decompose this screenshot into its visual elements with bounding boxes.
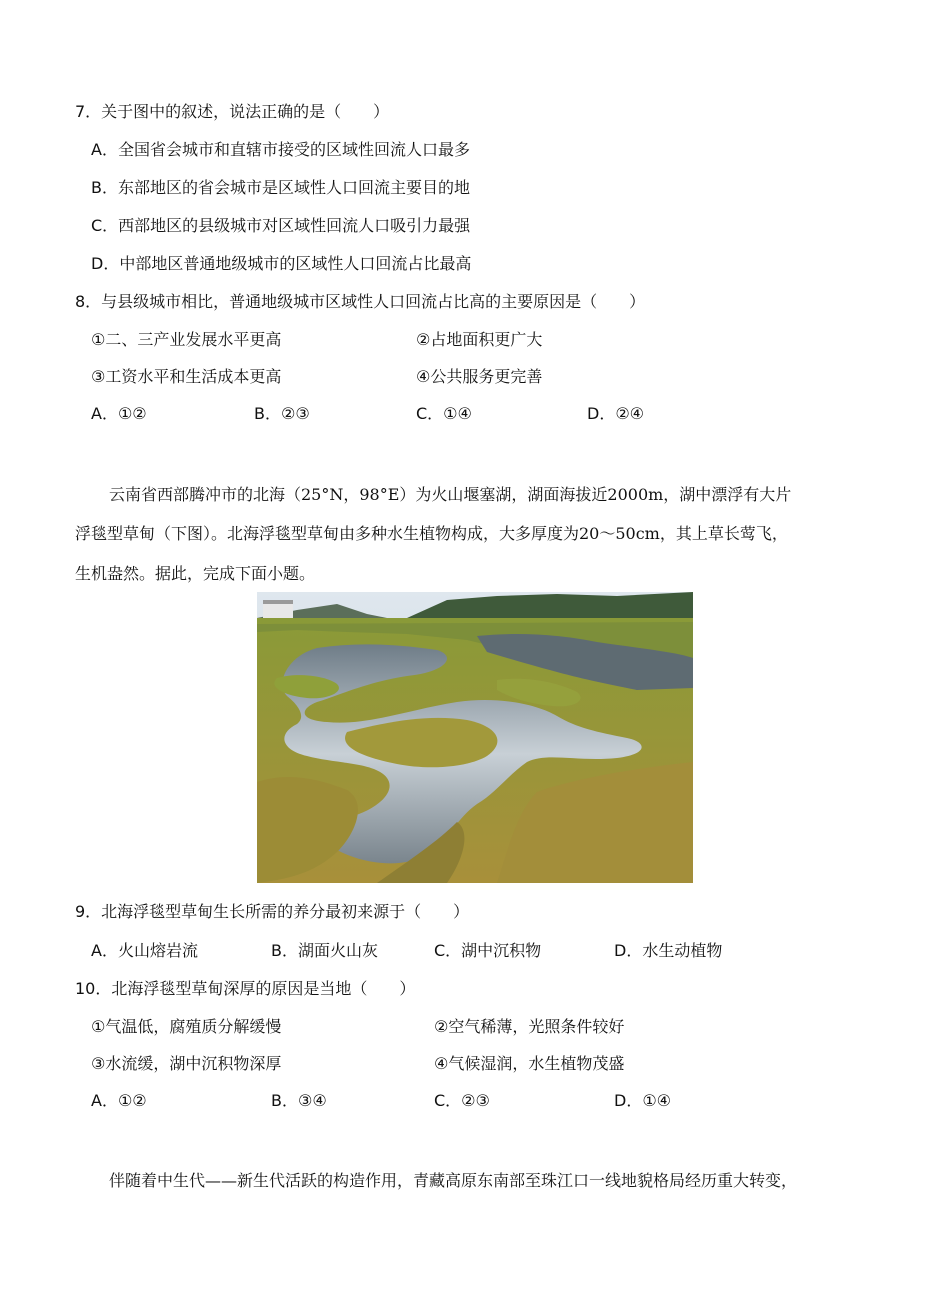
q7-stem: 7．关于图中的叙述，说法正确的是（ ）	[75, 102, 390, 121]
q9-option-c: C．湖中沉积物	[434, 941, 542, 960]
q7-option-b: B．东部地区的省会城市是区域性人口回流主要目的地	[91, 178, 470, 197]
q10-option-b: B．③④	[271, 1091, 327, 1110]
q9-option-d: D．水生动植物	[614, 941, 723, 960]
q7-option-a: A．全国省会城市和直辖市接受的区域性回流人口最多	[91, 140, 470, 159]
q8-option-d: D．②④	[587, 404, 645, 423]
q10-statement-3: ③水流缓，湖中沉积物深厚	[91, 1054, 282, 1073]
q10-option-c: C．②③	[434, 1091, 490, 1110]
q9-option-b: B．湖面火山灰	[271, 941, 378, 960]
q9-stem: 9．北海浮毯型草甸生长所需的养分最初来源于（ ）	[75, 902, 470, 921]
passage2-line1: 伴随着中生代——新生代活跃的构造作用，青藏高原东南部至珠江口一线地貌格局经历重大转变，	[109, 1171, 798, 1190]
q8-option-c: C．①④	[416, 404, 472, 423]
q10-option-d: D．①④	[614, 1091, 672, 1110]
q8-option-a: A．①②	[91, 404, 147, 423]
q10-statement-4: ④气候湿润，水生植物茂盛	[434, 1054, 625, 1073]
q7-option-d: D．中部地区普通地级城市的区域性人口回流占比最高	[91, 254, 472, 273]
q8-stem: 8．与县级城市相比，普通地级城市区域性人口回流占比高的主要原因是（ ）	[75, 292, 646, 311]
q8-statement-4: ④公共服务更完善	[416, 367, 543, 386]
q8-option-b: B．②③	[254, 404, 310, 423]
passage1-line3: 生机盎然。据此，完成下面小题。	[75, 564, 316, 583]
q10-statement-1: ①气温低，腐殖质分解缓慢	[91, 1017, 282, 1036]
wetland-meadow-photo	[257, 592, 693, 883]
q9-option-a: A．火山熔岩流	[91, 941, 198, 960]
passage1-line1: 云南省西部腾冲市的北海（25°N，98°E）为火山堰塞湖，湖面海拔近2000m，湖中漂浮有大片	[109, 485, 792, 504]
q8-statement-3: ③工资水平和生活成本更高	[91, 367, 282, 386]
q8-statement-1: ①二、三产业发展水平更高	[91, 330, 282, 349]
passage1-line2: 浮毯型草甸（下图）。北海浮毯型草甸由多种水生植物构成，大多厚度为20～50cm，其上草长莺飞，	[75, 524, 788, 543]
q10-option-a: A．①②	[91, 1091, 147, 1110]
q7-option-c: C．西部地区的县级城市对区域性回流人口吸引力最强	[91, 216, 471, 235]
q8-statement-2: ②占地面积更广大	[416, 330, 543, 349]
q10-stem: 10．北海浮毯型草甸深厚的原因是当地（ ）	[75, 979, 416, 998]
q10-statement-2: ②空气稀薄，光照条件较好	[434, 1017, 625, 1036]
